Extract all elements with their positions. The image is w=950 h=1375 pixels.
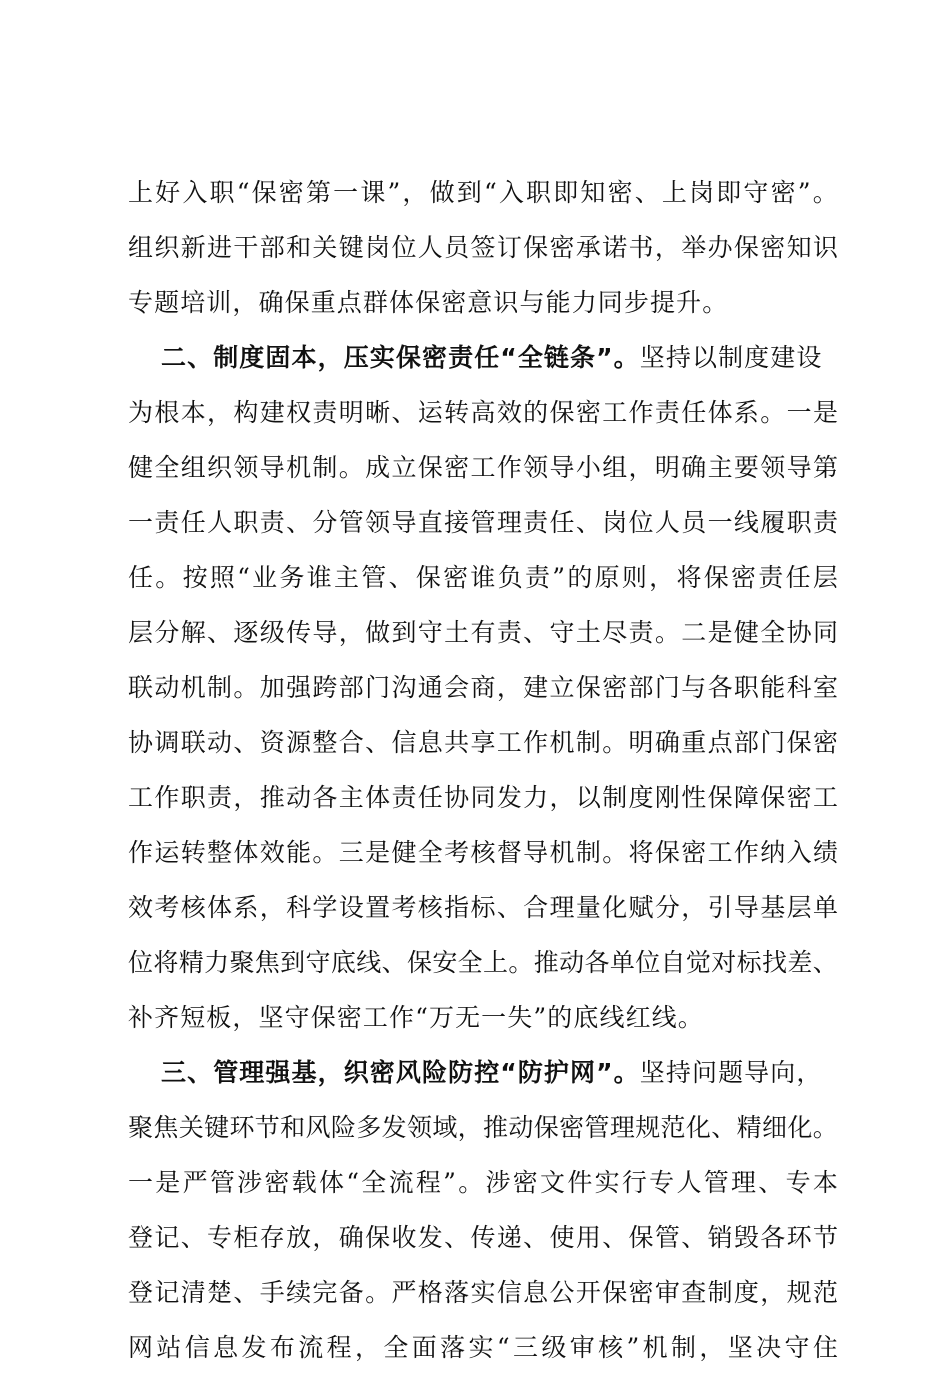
paragraph-line: 补齐短板，坚守保密工作“万无一失”的底线红线。 [128,1003,704,1032]
section-heading: 三、管理强基，织密风险防控“防护网”。 [161,1058,640,1087]
paragraph-line: 专题培训，确保重点群体保密意识与能力同步提升。 [128,288,729,317]
paragraph-line: 层 分 解 、 逐 级 传 导 ， 做 到 守 土 有 责 、 守 土 尽 责 。 二 是 健 全 协 同 [128,618,838,647]
paragraph-line: 效 考 核 体 系 ， 科 学 设 置 考 核 指 标 、 合 理 量 化 赋 分 ， 引 导 基 层 单 [128,893,838,922]
paragraph-line: 健 全 组 织 领 导 机 制 。 成 立 保 密 工 作 领 导 小 组 ， 明 确 主 要 领 导 第 [128,453,838,482]
section-first-line [128,1045,838,1100]
paragraph-line: 联 动 机 制 。 加 强 跨 部 门 沟 通 会 商 ， 建 立 保 密 部 门 与 各 职 能 科 室 [128,673,838,702]
section-lead-text: 坚持以制度建设 [639,343,823,372]
paragraph-line: 网 站 信 息 发 布 流 程 ， 全 面 落 实 “ 三 级 审 核 ” 机 制 ， 坚 决 守 住 [128,1333,838,1362]
document-body [128,165,838,1375]
paragraph-line: 为 根 本 ， 构 建 权 责 明 晰 、 运 转 高 效 的 保 密 工 作 责 任 体 系 。 一 是 [128,398,838,427]
paragraph-line: 一 是 严 管 涉 密 载 体 “ 全 流 程 ” 。 涉 密 文 件 实 行 专 人 管 理 、 专 本 [128,1168,838,1197]
paragraph-line: 任 。 按 照 “ 业 务 谁 主 管 、 保 密 谁 负 责 ” 的 原 则 ， 将 保 密 责 任 层 [128,563,838,592]
paragraph-line: 聚 焦 关 键 环 节 和 风 险 多 发 领 域 ， 推 动 保 密 管 理 规 范 化 、 精 细 化 。 [128,1113,838,1142]
paragraph-line: 协 调 联 动 、 资 源 整 合 、 信 息 共 享 工 作 机 制 。 明 确 重 点 部 门 保 密 [128,728,838,757]
paragraph-line: 一 责 任 人 职 责 、 分 管 领 导 直 接 管 理 责 任 、 岗 位 人 员 一 线 履 职 责 [128,508,838,537]
paragraph-line: 上 好 入 职 “ 保 密 第 一 课 ” ， 做 到 “ 入 职 即 知 密 、 上 岗 即 守 密 ” 。 [128,178,838,207]
section-heading: 二、制度固本，压实保密责任“全链条”。 [161,343,640,372]
paragraph-line: 作 运 转 整 体 效 能 。 三 是 健 全 考 核 督 导 机 制 。 将 保 密 工 作 纳 入 绩 [128,838,838,867]
section-first-line [128,330,838,385]
paragraph-line: 登 记 清 楚 、 手 续 完 备 。 严 格 落 实 信 息 公 开 保 密 审 查 制 度 ， 规 范 [128,1278,838,1307]
paragraph-line: 工 作 职 责 ， 推 动 各 主 体 责 任 协 同 发 力 ， 以 制 度 刚 性 保 障 保 密 工 [128,783,838,812]
section-lead-text: 坚持问题导向， [639,1058,823,1087]
paragraph-line: 登 记 、 专 柜 存 放 ， 确 保 收 发 、 传 递 、 使 用 、 保 管 、 销 毁 各 环 节 [128,1223,838,1252]
paragraph-line: 位 将 精 力 聚 焦 到 守 底 线 、 保 安 全 上 。 推 动 各 单 位 自 觉 对 标 找 差 、 [128,948,838,977]
paragraph-line: 组 织 新 进 干 部 和 关 键 岗 位 人 员 签 订 保 密 承 诺 书 ， 举 办 保 密 知 识 [128,233,838,262]
